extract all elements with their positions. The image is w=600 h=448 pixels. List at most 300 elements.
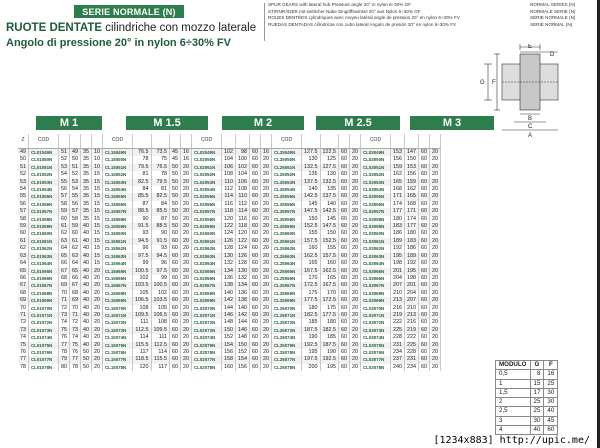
dim-cell: 60 — [170, 319, 181, 326]
dim-cell: 100 — [236, 156, 250, 163]
dim-cell: 60 — [170, 260, 181, 267]
dim-cell: 174 — [391, 201, 405, 208]
dim-cell: 20 — [92, 349, 103, 356]
dim-cell: 60 — [250, 327, 261, 334]
code-cell: CL02067N — [192, 282, 222, 289]
dim-cell: 40 — [81, 290, 92, 297]
table-row — [18, 179, 441, 186]
dim-cell: 72 — [70, 319, 81, 326]
dim-cell: 110 — [236, 193, 250, 200]
code-cell: CL01049N — [29, 149, 59, 157]
dim-cell: 60 — [339, 186, 350, 193]
dim-cell: 15 — [92, 171, 103, 178]
code-cell: CL25062N — [272, 245, 302, 252]
dim-cell: 35 — [81, 164, 92, 171]
dim-cell: 16 — [261, 149, 272, 157]
table-row — [18, 216, 441, 223]
z-cell: 59 — [18, 223, 29, 230]
dim-cell: 60 — [339, 149, 350, 157]
dim-cell: 130 — [302, 156, 321, 163]
dim-cell: 20 — [430, 268, 441, 275]
dim-cell: 40 — [81, 260, 92, 267]
code-cell: CL02056N — [192, 201, 222, 208]
code-cell: CL03061N — [361, 238, 391, 245]
dim-cell: 50 — [81, 364, 92, 371]
dim-cell: 35 — [81, 156, 92, 163]
dim-cell: 228 — [391, 334, 405, 341]
dim-cell: 73.5 — [151, 149, 170, 157]
dim-cell: 60 — [339, 230, 350, 237]
dim-cell: 165 — [320, 275, 339, 282]
dim-cell: 172.5 — [302, 282, 321, 289]
dim-cell: 88.5 — [133, 208, 152, 215]
cod-header: COD — [192, 134, 222, 149]
dim-cell: 207 — [391, 282, 405, 289]
cod-header: COD — [361, 134, 391, 149]
dim-cell: 51 — [70, 164, 81, 171]
dim-cell: 60 — [250, 305, 261, 312]
dim-cell: 195 — [405, 268, 419, 275]
dim-cell: 20 — [430, 364, 441, 371]
title-rest: cilindriche con mozzo laterale — [102, 22, 257, 34]
dim-header — [320, 134, 339, 149]
code-cell: CL01076N — [29, 349, 59, 356]
dim-cell: 15 — [92, 245, 103, 252]
g-cell: 25 — [530, 407, 544, 416]
dim-cell: 20 — [350, 149, 361, 157]
code-cell: CL25077N — [272, 356, 302, 363]
dim-cell: 150 — [320, 230, 339, 237]
dim-header — [181, 134, 192, 149]
z-cell: 64 — [18, 260, 29, 267]
dim-cell: 76.5 — [133, 149, 152, 157]
code-cell: CL01062N — [29, 245, 59, 252]
dim-cell: 216 — [391, 305, 405, 312]
code-cell: CL03059N — [361, 223, 391, 230]
code-cell: CL01070N — [29, 305, 59, 312]
code-cell: CL03062N — [361, 245, 391, 252]
dim-cell: 130 — [236, 268, 250, 275]
dim-cell: 60 — [250, 275, 261, 282]
table-row — [18, 245, 441, 252]
code-cell: CL02053N — [192, 179, 222, 186]
dim-cell: 50 — [170, 223, 181, 230]
code-cell: CL02078N — [192, 364, 222, 371]
dim-cell: 237 — [391, 356, 405, 363]
dim-cell: 192 — [405, 260, 419, 267]
code-cell: CL01075N — [29, 342, 59, 349]
dim-cell: 156 — [222, 349, 236, 356]
dim-cell: 60 — [250, 312, 261, 319]
dim-cell: 104 — [236, 171, 250, 178]
dim-cell: 56 — [70, 201, 81, 208]
dim-cell: 60 — [170, 238, 181, 245]
dim-cell: 50 — [170, 186, 181, 193]
dim-cell: 20 — [430, 208, 441, 215]
code-cell: CL01065N — [29, 268, 59, 275]
code-cell: CL25066N — [272, 275, 302, 282]
dim-cell: 156 — [405, 171, 419, 178]
dim-cell: 195 — [302, 349, 321, 356]
series-badge: SERIE NORMALE (N) — [74, 5, 184, 18]
dim-cell: 15 — [92, 179, 103, 186]
dim-cell: 20 — [261, 312, 272, 319]
dim-cell: 94.5 — [133, 238, 152, 245]
dim-header — [133, 134, 152, 149]
dim-cell: 108 — [151, 319, 170, 326]
table-row — [18, 186, 441, 193]
dim-cell: 20 — [261, 275, 272, 282]
dim-cell: 159 — [405, 179, 419, 186]
dim-cell: 60 — [419, 334, 430, 341]
dim-header — [236, 134, 250, 149]
dim-cell: 78 — [70, 364, 81, 371]
dim-cell: 77 — [70, 356, 81, 363]
dim-cell: 74 — [70, 334, 81, 341]
code-cell: CL25071N — [272, 312, 302, 319]
dim-cell: 106 — [236, 179, 250, 186]
dim-cell: 50 — [170, 216, 181, 223]
dim-cell: 219 — [391, 312, 405, 319]
dim-cell: 53 — [70, 179, 81, 186]
translations — [268, 2, 518, 28]
dim-cell: 111 — [151, 334, 170, 341]
code-cell: CL01063N — [29, 253, 59, 260]
dim-cell: 112.5 — [133, 327, 152, 334]
code-cell: CL01053N — [29, 179, 59, 186]
dim-cell: 60 — [170, 282, 181, 289]
dim-cell: 55 — [59, 179, 70, 186]
dim-cell: 20 — [181, 312, 192, 319]
dim-cell: 67 — [70, 282, 81, 289]
dim-cell: 69 — [70, 297, 81, 304]
dim-cell: 20 — [350, 245, 361, 252]
code-cell: CL01077N — [29, 356, 59, 363]
code-cell: CL03068N — [361, 290, 391, 297]
z-cell: 57 — [18, 208, 29, 215]
dim-cell: 82.5 — [151, 193, 170, 200]
code-cell: CL15071N — [103, 312, 133, 319]
dim-cell: 57 — [70, 208, 81, 215]
dim-cell: 60 — [419, 223, 430, 230]
dim-cell: 201 — [391, 268, 405, 275]
dim-cell: 20 — [181, 208, 192, 215]
code-cell: CL25055N — [272, 193, 302, 200]
code-cell: CL03077N — [361, 356, 391, 363]
code-cell: CL02064N — [192, 260, 222, 267]
dim-cell: 20 — [350, 342, 361, 349]
dim-cell: 104 — [222, 156, 236, 163]
code-cell: CL15076N — [103, 349, 133, 356]
dim-cell: 198 — [391, 260, 405, 267]
dim-cell: 54 — [70, 186, 81, 193]
dim-cell: 20 — [181, 186, 192, 193]
dim-cell: 20 — [181, 179, 192, 186]
table-row — [18, 164, 441, 171]
dim-cell: 45 — [170, 149, 181, 157]
dim-cell: 159 — [391, 164, 405, 171]
dim-cell: 60 — [170, 364, 181, 371]
z-cell: 69 — [18, 297, 29, 304]
dim-cell: 138 — [222, 282, 236, 289]
code-cell: CL15052N — [103, 171, 133, 178]
code-cell: CL02050N — [192, 156, 222, 163]
dim-cell: 189 — [391, 238, 405, 245]
dim-cell: 183 — [391, 223, 405, 230]
dim-cell: 60 — [339, 245, 350, 252]
dim-cell: 60 — [170, 349, 181, 356]
dim-cell: 60 — [250, 290, 261, 297]
dim-cell: 20 — [430, 223, 441, 230]
dim-cell: 20 — [430, 290, 441, 297]
dim-cell: 20 — [350, 312, 361, 319]
dim-cell: 160 — [302, 245, 321, 252]
dim-cell: 60 — [250, 238, 261, 245]
dim-cell: 60 — [419, 164, 430, 171]
dim-cell: 60 — [170, 230, 181, 237]
dim-cell: 126 — [222, 238, 236, 245]
module-cell: 0,5 — [496, 370, 531, 379]
dim-cell: 77 — [59, 342, 70, 349]
dim-cell: 162.5 — [320, 268, 339, 275]
dim-cell: 20 — [350, 208, 361, 215]
dim-cell: 160 — [320, 260, 339, 267]
dim-cell: 60 — [339, 319, 350, 326]
dim-cell: 152.5 — [320, 238, 339, 245]
code-cell: CL25057N — [272, 208, 302, 215]
dim-cell: 20 — [430, 342, 441, 349]
dim-cell: 155 — [302, 230, 321, 237]
dim-cell: 70 — [59, 290, 70, 297]
dim-cell: 20 — [92, 312, 103, 319]
code-cell: CL15072N — [103, 319, 133, 326]
dim-cell: 88.5 — [151, 223, 170, 230]
dim-cell: 60 — [339, 238, 350, 245]
dim-cell: 142.5 — [302, 193, 321, 200]
code-cell: CL01059N — [29, 223, 59, 230]
dim-cell: 62 — [70, 245, 81, 252]
code-cell: CL02077N — [192, 356, 222, 363]
dim-cell: 60 — [250, 193, 261, 200]
dim-cell: 20 — [181, 364, 192, 371]
code-cell: CL01052N — [29, 171, 59, 178]
code-cell: CL02051N — [192, 164, 222, 171]
dim-cell: 20 — [181, 201, 192, 208]
dim-cell: 99 — [151, 275, 170, 282]
dim-cell: 20 — [181, 275, 192, 282]
dim-cell: 127.5 — [320, 164, 339, 171]
dim-header — [261, 134, 272, 149]
code-cell: CL01056N — [29, 201, 59, 208]
table-row — [18, 334, 441, 341]
dim-cell: 76 — [70, 349, 81, 356]
dim-cell: 183 — [405, 238, 419, 245]
g-header: G — [530, 361, 544, 370]
dim-cell: 114 — [236, 208, 250, 215]
code-cell: CL15063N — [103, 253, 133, 260]
dim-cell: 20 — [92, 268, 103, 275]
dim-cell: 240 — [391, 364, 405, 371]
dim-cell: 118 — [222, 208, 236, 215]
dim-cell: 15 — [92, 253, 103, 260]
dim-cell: 20 — [92, 290, 103, 297]
dim-label-f: F — [492, 80, 496, 86]
module-table — [495, 360, 558, 435]
dim-cell: 76 — [59, 334, 70, 341]
code-cell: CL25078N — [272, 364, 302, 371]
dim-cell: 20 — [350, 349, 361, 356]
dim-cell: 20 — [350, 171, 361, 178]
dim-cell: 60 — [170, 305, 181, 312]
dim-cell: 136 — [222, 275, 236, 282]
dim-cell: 170 — [302, 275, 321, 282]
dim-cell: 152.5 — [302, 223, 321, 230]
dim-cell: 112 — [236, 201, 250, 208]
dim-header — [430, 134, 441, 149]
dim-cell: 20 — [181, 193, 192, 200]
code-cell: CL15051N — [103, 164, 133, 171]
dim-cell: 155 — [320, 245, 339, 252]
z-cell: 66 — [18, 275, 29, 282]
table-row — [18, 312, 441, 319]
dim-cell: 78 — [151, 171, 170, 178]
dim-cell: 130 — [320, 171, 339, 178]
code-cell: CL01071N — [29, 312, 59, 319]
dim-cell: 142.5 — [320, 208, 339, 215]
z-cell: 71 — [18, 312, 29, 319]
dim-cell: 20 — [261, 164, 272, 171]
dim-cell: 116 — [222, 201, 236, 208]
table-header-row — [18, 134, 441, 149]
dim-cell: 186 — [405, 245, 419, 252]
dim-cell: 124 — [236, 245, 250, 252]
dim-cell: 60 — [339, 208, 350, 215]
dim-cell: 140 — [302, 186, 321, 193]
dim-cell: 82.5 — [133, 179, 152, 186]
dim-cell: 60 — [170, 275, 181, 282]
dim-cell: 20 — [261, 238, 272, 245]
code-cell: CL25072N — [272, 319, 302, 326]
dim-cell: 55 — [70, 193, 81, 200]
dim-cell: 142 — [222, 297, 236, 304]
dim-cell: 60 — [250, 223, 261, 230]
code-cell: CL02060N — [192, 230, 222, 237]
dim-cell: 60 — [339, 260, 350, 267]
dim-cell: 85.5 — [151, 208, 170, 215]
code-cell: CL01057N — [29, 208, 59, 215]
code-cell: CL15055N — [103, 193, 133, 200]
dim-cell: 156 — [391, 156, 405, 163]
dim-cell: 20 — [430, 156, 441, 163]
band-m3: M 3 — [410, 116, 494, 130]
code-cell: CL01060N — [29, 230, 59, 237]
z-cell: 60 — [18, 230, 29, 237]
dim-cell: 60 — [170, 290, 181, 297]
dim-cell: 154 — [222, 342, 236, 349]
dim-cell: 120 — [133, 364, 152, 371]
dim-cell: 60 — [419, 349, 430, 356]
module-row — [496, 398, 558, 407]
table-row — [18, 319, 441, 326]
dim-cell: 56 — [59, 186, 70, 193]
dim-cell: 132.5 — [302, 164, 321, 171]
band-m2: M 2 — [222, 116, 304, 130]
dim-cell: 66 — [70, 275, 81, 282]
dim-cell: 20 — [181, 319, 192, 326]
code-cell: CL15049N — [103, 149, 133, 157]
dim-cell: 145 — [320, 216, 339, 223]
dim-cell: 97.5 — [133, 253, 152, 260]
dim-cell: 144 — [236, 319, 250, 326]
dim-cell: 60 — [170, 253, 181, 260]
z-cell: 56 — [18, 201, 29, 208]
dim-cell: 40 — [81, 312, 92, 319]
code-cell: CL15069N — [103, 297, 133, 304]
z-cell: 72 — [18, 319, 29, 326]
dim-cell: 84 — [133, 186, 152, 193]
f-cell: 40 — [544, 407, 558, 416]
dim-cell: 200 — [302, 364, 321, 371]
dim-cell: 60 — [419, 305, 430, 312]
dim-cell: 20 — [350, 253, 361, 260]
dim-cell: 20 — [350, 179, 361, 186]
code-cell: CL01072N — [29, 319, 59, 326]
code-cell: CL25059N — [272, 223, 302, 230]
code-cell: CL02054N — [192, 186, 222, 193]
dim-cell: 134 — [222, 268, 236, 275]
dim-cell: 20 — [350, 156, 361, 163]
dim-cell: 126 — [236, 253, 250, 260]
code-cell: CL03060N — [361, 230, 391, 237]
module-header: MODULO — [496, 361, 531, 370]
dim-cell: 204 — [405, 290, 419, 297]
g-cell: 8 — [530, 370, 544, 379]
dim-cell: 20 — [261, 282, 272, 289]
dim-cell: 20 — [181, 282, 192, 289]
translation-en: SPUR GEARS with lateral hub Pressure angle 20° in nylon 6÷30% GF — [268, 2, 412, 7]
dim-cell: 98 — [236, 149, 250, 157]
dim-cell: 60 — [339, 201, 350, 208]
dim-cell: 167.5 — [302, 268, 321, 275]
dim-cell: 40 — [81, 305, 92, 312]
dim-cell: 16 — [181, 149, 192, 157]
dim-cell: 213 — [391, 297, 405, 304]
dim-cell: 114 — [222, 193, 236, 200]
dim-cell: 16 — [181, 156, 192, 163]
dim-cell: 120 — [236, 230, 250, 237]
code-cell: CL02074N — [192, 334, 222, 341]
dim-label-d: D — [550, 52, 555, 58]
dim-cell: 20 — [181, 305, 192, 312]
dim-cell: 60 — [419, 186, 430, 193]
module-row — [496, 379, 558, 388]
dim-cell: 106.5 — [133, 297, 152, 304]
dim-cell: 162 — [405, 186, 419, 193]
dim-cell: 90 — [133, 216, 152, 223]
dim-cell: 75 — [70, 342, 81, 349]
dim-cell: 60 — [419, 312, 430, 319]
dim-cell: 222 — [405, 334, 419, 341]
dim-cell: 115.5 — [151, 356, 170, 363]
dim-cell: 20 — [92, 319, 103, 326]
f-cell: 16 — [544, 370, 558, 379]
dim-cell: 20 — [261, 319, 272, 326]
dim-cell: 20 — [350, 238, 361, 245]
dim-cell: 60 — [339, 334, 350, 341]
dim-cell: 60 — [339, 268, 350, 275]
dim-cell: 112.5 — [151, 342, 170, 349]
z-cell: 55 — [18, 193, 29, 200]
